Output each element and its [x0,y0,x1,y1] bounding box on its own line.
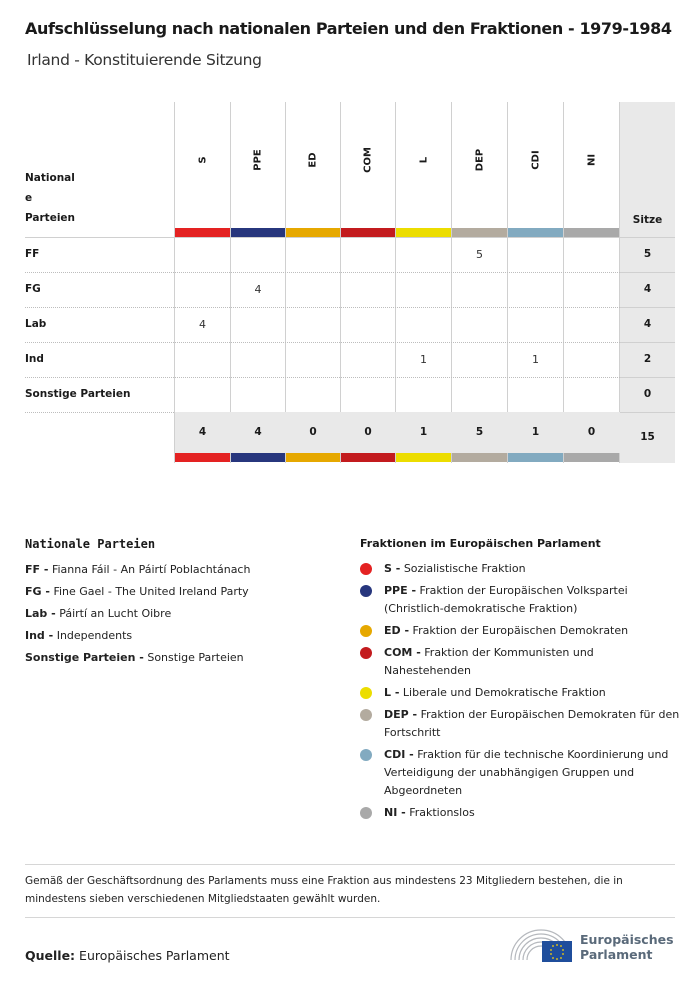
color-dot-icon [360,807,372,819]
color-bar-com [341,453,395,462]
color-dot-icon [360,709,372,721]
column-header-ppe: PPE [252,149,264,171]
table-cell: 4 [254,283,262,296]
row-divider [620,237,675,238]
column-header-ni: NI [586,153,597,167]
grand-total: 15 [640,431,655,443]
column-total: 1 [419,426,428,438]
divider [25,864,675,865]
column-header-com: COM [362,147,374,173]
color-bar-l [396,453,451,462]
legend-title: Nationale Parteien [25,537,156,551]
group-legend-item: L - Liberale und Demokratische Fraktion [360,684,680,702]
logo-text: Europäisches Parlament [580,932,674,962]
table-row [25,307,675,342]
color-bar-dep [452,453,507,462]
row-total: 0 [643,388,652,400]
group-legend-item: PPE - Fraktion der Europäischen Volkspartei (Christlich-demokratische Fraktion) [360,582,680,618]
row-total: 4 [643,283,652,295]
column-total: 0 [587,426,596,438]
color-bar-ed [286,228,340,237]
color-bar-ni [564,453,619,462]
sitze-header: Sitze [632,214,663,226]
party-legend-item: Lab - Páirtí an Lucht Oibre [25,607,172,620]
group-legend-item: NI - Fraktionslos [360,804,680,822]
table-cell: 4 [199,318,206,331]
column-header-s: S [197,156,208,164]
row-total: 5 [643,248,652,260]
color-dot-icon [360,749,372,761]
divider [25,917,675,918]
color-bar-s [175,228,230,237]
row-total: 4 [643,318,652,330]
color-dot-icon [360,625,372,637]
row-header: National e Parteien [25,172,76,224]
color-bar-dep [452,228,507,237]
row-label: Sonstige Parteien [25,388,131,400]
color-dot-icon [360,585,372,597]
page-subtitle: Irland - Konstituierende Sitzung [27,51,262,69]
color-bar-ppe [231,453,285,462]
row-label: Ind [25,353,44,365]
group-legend-item: ED - Fraktion der Europäischen Demokraten [360,622,680,640]
party-legend-item: FF - Fianna Fáil - An Páirtí Poblachtánach [25,563,251,576]
group-legend-item: COM - Fraktion der Kommunisten und Nahestehenden [360,644,680,680]
color-bar-l [396,228,451,237]
row-label: FG [25,283,41,295]
group-legend-item: S - Sozialistische Fraktion [360,560,680,578]
table-cell: 1 [420,353,427,366]
ep-logo [508,926,678,966]
source: Quelle: Europäisches Parlament [25,948,230,963]
column-total: 0 [364,426,372,438]
color-dot-icon [360,687,372,699]
column-total: 4 [254,426,262,438]
groups-legend [360,537,680,826]
column-total: 5 [475,426,484,438]
table-row [25,377,675,412]
page-title: Aufschlüsselung nach nationalen Parteien und den Fraktionen - 1979-1984 [25,19,672,38]
national-parties-legend [25,537,345,669]
hemicycle-icon [508,926,574,964]
row-label: FF [25,248,40,260]
table-row [25,272,675,307]
column-header-l: L [418,156,429,164]
column-total: 1 [531,426,540,438]
seat-table [25,102,675,463]
color-bar-com [341,228,395,237]
color-bar-cdi [508,228,563,237]
table-cell: 1 [532,353,539,366]
column-header-ed: ED [307,152,319,168]
color-dot-icon [360,647,372,659]
table-cell: 5 [476,248,483,261]
color-bar-cdi [508,453,563,462]
column-header-dep: DEP [474,148,485,172]
row-total: 2 [643,353,652,365]
table-row [25,237,675,272]
color-dot-icon [360,563,372,575]
column-total: 4 [198,426,207,438]
column-header-cdi: CDI [530,150,541,170]
party-legend-item: Sonstige Parteien - Sonstige Parteien [25,651,244,664]
group-legend-item: DEP - Fraktion der Europäischen Demokraten für den Fortschritt [360,706,680,742]
color-bar-ed [286,453,340,462]
group-legend-item: CDI - Fraktion für die technische Koordinierung und Verteidigung der unabhängigen Gruppen und Abgeordneten [360,746,680,800]
legend-title: Fraktionen im Europäischen Parlament [360,537,601,550]
color-bar-s [175,453,230,462]
color-bar-ni [564,228,619,237]
party-legend-item: Ind - Independents [25,629,133,642]
color-bar-ppe [231,228,285,237]
footnote: Gemäß der Geschäftsordnung des Parlaments muss eine Fraktion aus mindestens 23 Mitgliedern bestehen, die in mindestens sieben verschiedenen Mitgliedstaaten gewählt wurden. [25,875,623,905]
column-total: 0 [309,426,317,438]
row-label: Lab [25,318,47,330]
party-legend-item: FG - Fine Gael - The United Ireland Party [25,585,249,598]
table-row [25,342,675,377]
